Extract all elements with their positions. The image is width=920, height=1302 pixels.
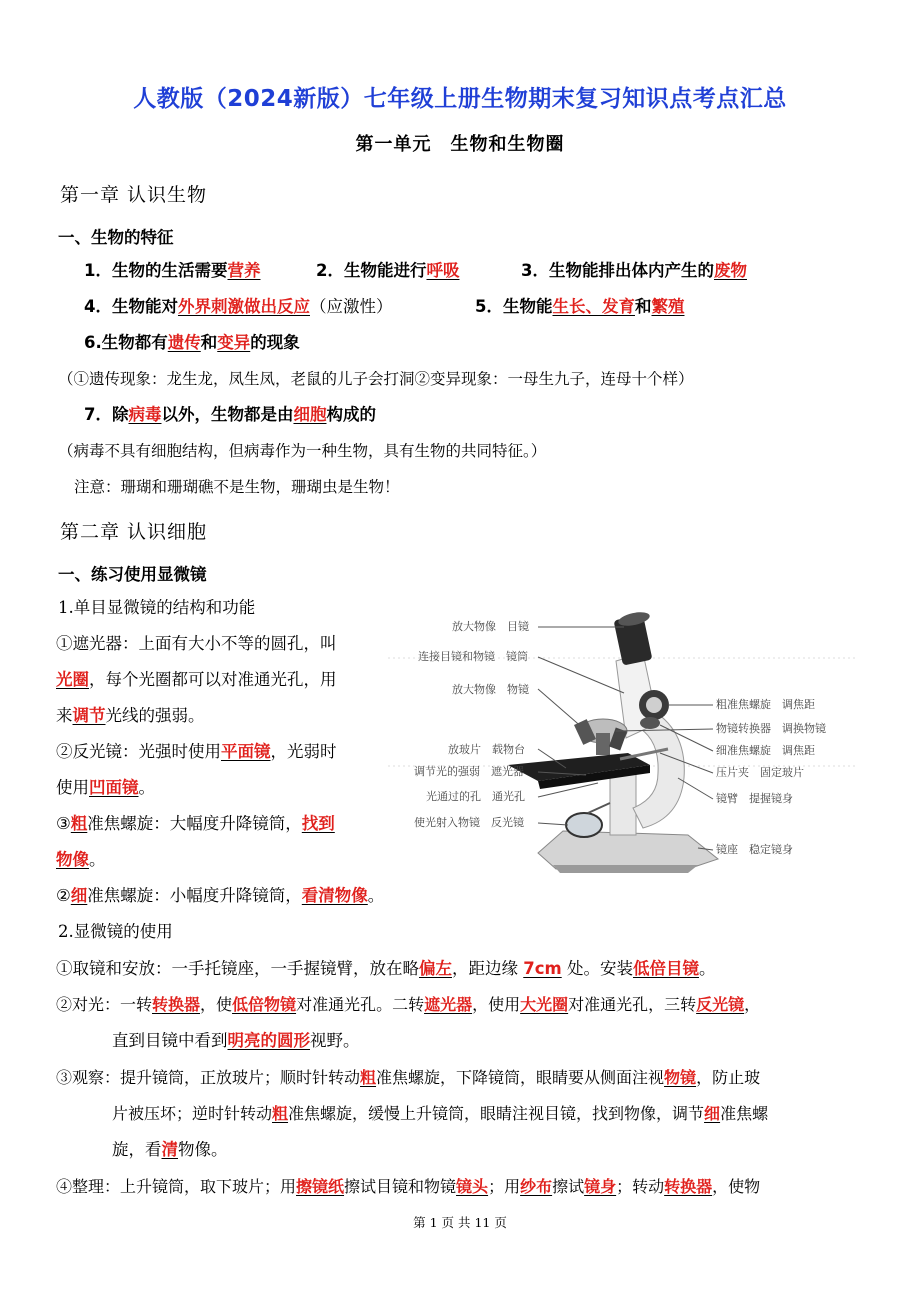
use-step-2-line-2: 直到目镜中看到明亮的圆形视野。 [112, 1031, 360, 1050]
keyword: 粗 [360, 1068, 377, 1087]
label-eyepiece: 放大物像 目镜 [452, 620, 529, 633]
mirror-line-1: ②反光镜：光强时使用平面镜，光弱时 [56, 742, 337, 761]
keyword: 纱布 [520, 1177, 553, 1196]
keyword: 调节 [72, 706, 106, 725]
keyword: 明亮的圆形 [227, 1031, 310, 1050]
keyword: 细 [704, 1104, 721, 1123]
item-1: 1．生物的生活需要营养 [84, 261, 261, 280]
keyword: 废物 [713, 261, 747, 280]
keyword: 外界刺激做出反应 [177, 297, 310, 316]
keyword: 营养 [227, 261, 261, 280]
keyword: 看清物像 [301, 886, 368, 905]
item-7: 7．除病毒以外，生物都是由细胞构成的 [84, 405, 376, 424]
keyword: 低倍物镜 [232, 995, 297, 1014]
keyword: 呼吸 [426, 261, 460, 280]
microscope-structure-subheading: 1.单目显微镜的结构和功能 [58, 598, 256, 617]
keyword: 生长、发育 [552, 297, 635, 316]
keyword: 物像 [56, 850, 89, 869]
section-characteristics-heading: 一、生物的特征 [58, 228, 174, 247]
item-2: 2．生物能进行呼吸 [316, 261, 460, 280]
diaphragm-line-2: 光圈，每个光圈都可以对准通光孔，用 [56, 670, 337, 689]
microscope-use-subheading: 2.显微镜的使用 [58, 922, 173, 941]
keyword: 镜头 [456, 1177, 489, 1196]
diaphragm-line-1: ①遮光器：上面有大小不等的圆孔，叫 [56, 634, 337, 653]
chapter-1-heading: 第一章 认识生物 [60, 184, 208, 206]
keyword: 转换器 [664, 1177, 713, 1196]
keyword: 粗 [70, 814, 88, 833]
label-base: 镜座 稳定镜身 [716, 843, 793, 856]
item-3: 3．生物能排出体内产生的废物 [521, 261, 747, 280]
keyword: 细 [70, 886, 88, 905]
item-6: 6.生物都有遗传和变异的现象 [84, 333, 300, 352]
keyword: 病毒 [128, 405, 162, 424]
label-objective: 放大物像 物镜 [452, 683, 529, 696]
item-5: 5．生物能生长、发育和繁殖 [475, 297, 685, 316]
coarse-adjust-line-2: 物像。 [56, 850, 106, 869]
heredity-note: （①遗传现象：龙生龙，凤生凤，老鼠的儿子会打洞②变异现象：一母生九子，连母十个样） [58, 370, 694, 388]
keyword: 粗 [272, 1104, 289, 1123]
use-step-3-line-1: ③观察：提升镜筒，正放玻片；顺时针转动粗准焦螺旋，下降镜筒，眼睛要从侧面注视物镜，防止玻 [56, 1068, 761, 1087]
keyword: 物镜 [664, 1068, 697, 1087]
keyword: 遮光器 [424, 995, 473, 1014]
coral-caution: 注意：珊瑚和珊瑚礁不是生物，珊瑚虫是生物！ [74, 478, 400, 496]
label-nosepiece: 物镜转换器 调换物镜 [716, 722, 826, 735]
label-tube: 连接目镜和物镜 镜筒 [418, 650, 528, 663]
use-step-3-line-2: 片被压坏；逆时针转动粗准焦螺旋，缓慢上升镜筒，眼睛注视目镜，找到物像，调节细准焦螺 [112, 1104, 769, 1123]
unit-title: 第一单元 生物和生物圈 [355, 134, 565, 155]
diaphragm-line-3: 来调节光线的强弱。 [56, 706, 205, 725]
label-arm: 镜臂 提握镜身 [716, 792, 793, 805]
fine-adjust-line: ②细准焦螺旋：小幅度升降镜筒，看清物像。 [56, 886, 385, 905]
keyword: 平面镜 [221, 742, 271, 761]
page-footer: 第 1 页 共 11 页 [413, 1215, 507, 1230]
label-stage: 放玻片 载物台 [448, 743, 525, 756]
label-fine-focus: 细准焦螺旋 调焦距 [716, 744, 815, 757]
keyword: 变异 [217, 333, 251, 352]
keyword: 凹面镜 [89, 778, 139, 797]
use-step-1: ①取镜和安放：一手托镜座，一手握镜臂，放在略偏左，距边缘 7cm 处。安装低倍目镜。 [56, 959, 716, 978]
keyword: 细胞 [293, 405, 327, 424]
keyword: 遗传 [167, 333, 201, 352]
keyword: 光圈 [56, 670, 89, 689]
keyword: 7cm [523, 959, 562, 978]
label-stage-clip: 压片夹 固定玻片 [716, 766, 804, 779]
keyword: 大光圈 [520, 995, 569, 1014]
virus-note: （病毒不具有细胞结构，但病毒作为一种生物，具有生物的共同特征。） [58, 442, 547, 460]
keyword: 繁殖 [651, 297, 685, 316]
label-diaphragm: 调节光的强弱 遮光器 [414, 765, 524, 778]
document-title: 人教版（2024新版）七年级上册生物期末复习知识点考点汇总 [133, 86, 787, 112]
keyword: 找到 [301, 814, 335, 833]
label-coarse-focus: 粗准焦螺旋 调焦距 [716, 698, 815, 711]
coarse-adjust-line-1: ③粗准焦螺旋：大幅度升降镜筒，找到 [56, 814, 335, 833]
item-4: 4．生物能对外界刺激做出反应（应激性） [84, 297, 393, 316]
keyword: 转换器 [152, 995, 201, 1014]
keyword: 镜身 [584, 1177, 617, 1196]
section-microscope-heading: 一、练习使用显微镜 [58, 565, 207, 584]
keyword: 低倍目镜 [632, 959, 699, 978]
mirror-line-2: 使用凹面镜。 [56, 778, 155, 797]
label-aperture: 光通过的孔 通光孔 [426, 790, 525, 803]
keyword: 偏左 [419, 959, 452, 978]
use-step-2-line-1: ②对光：一转转换器，使低倍物镜对准通光孔。二转遮光器，使用大光圈对准通光孔，三转反光镜， [56, 995, 761, 1014]
keyword: 清 [161, 1140, 178, 1159]
label-mirror: 使光射入物镜 反光镜 [414, 816, 524, 829]
keyword: 擦镜纸 [296, 1177, 345, 1196]
keyword: 反光镜 [696, 995, 745, 1014]
use-step-4-line-1: ④整理：上升镜筒，取下玻片；用擦镜纸擦试目镜和物镜镜头；用纱布擦试镜身；转动转换器，使物 [56, 1177, 761, 1196]
use-step-3-line-3: 旋，看清物像。 [112, 1140, 228, 1159]
microscope-diagram [388, 603, 868, 888]
chapter-2-heading: 第二章 认识细胞 [60, 521, 208, 543]
